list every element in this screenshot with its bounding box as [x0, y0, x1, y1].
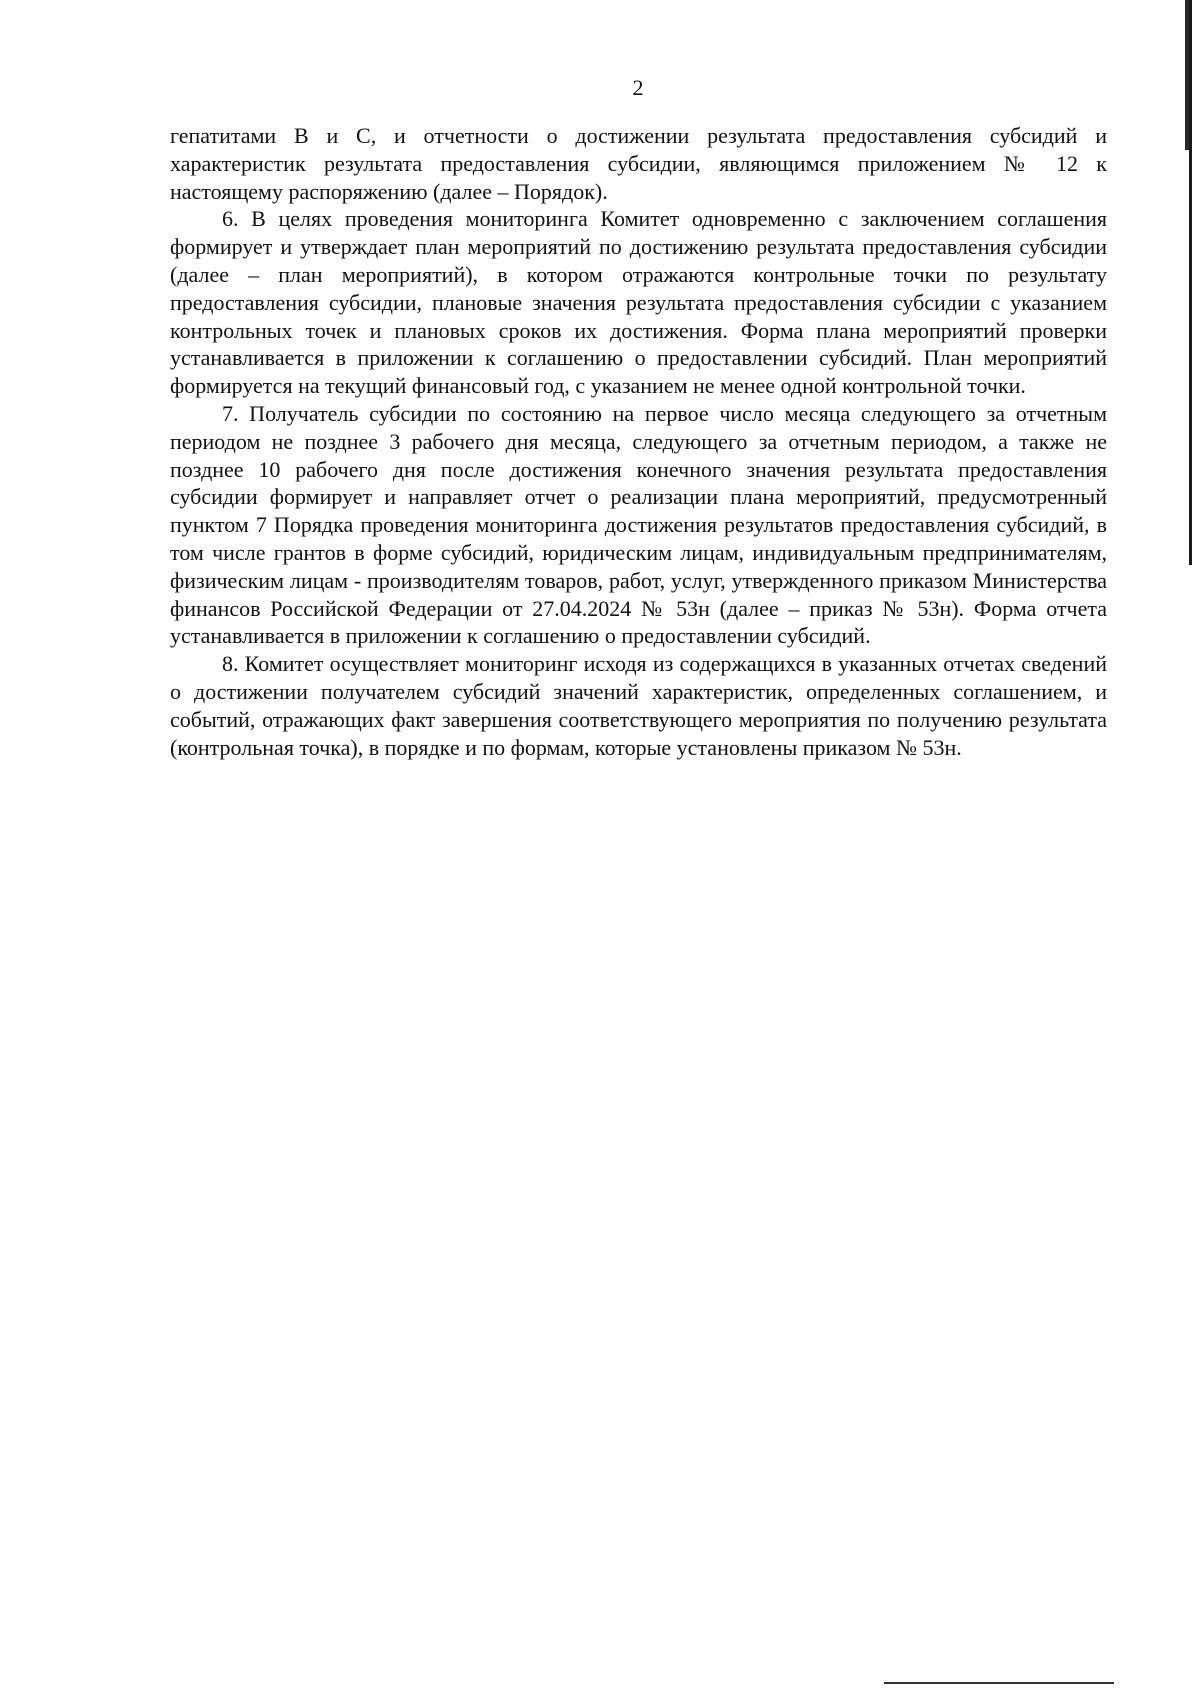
paragraph-6: 6. В целях проведения мониторинга Комитет одновременно с заключением соглашения формирует и утверждает план мероприятий по достижению результата предоставления субсидии (далее – план мероприятий), в котором отражаются контрольные точки по результату предоставления субсидии, плановые значения результата предоставления субсидии с указанием контрольных точек и плановых сроков их достижения. Форма плана мероприятий проверки устанавливается в приложении к соглашению о предоставлении субсидий. План мероприятий формируется на текущий финансовый год, с указанием не менее одной контрольной точки.	[170, 206, 1107, 399]
footer-rule	[884, 1682, 1114, 1684]
paragraph-7: 7. Получатель субсидии по состоянию на первое число месяца следующего за отчетным периодом не позднее 3 рабочего дня месяца, следующего за отчетным периодом, а также не позднее 10 рабочего дня после достижения конечного значения результата предоставления субсидии формирует и направляет отчет о реализации плана мероприятий, предусмотренный пунктом 7 Порядка проведения мониторинга достижения результатов предоставления субсидий, в том числе грантов в форме субсидий, юридическим лицам, индивидуальным предпринимателям, физическим лицам - производителям товаров, работ, услуг, утвержденного приказом Министерства финансов Российской Федерации от 27.04.2024 № 53н (далее – приказ № 53н). Форма отчета устанавливается в приложении к соглашению о предоставлении субсидий.	[170, 400, 1107, 649]
paragraph-continuation: гепатитами B и C, и отчетности о достижении результата предоставления субсидий и характеристик результата предоставления субсидии, являющимся приложением № 12 к настоящему распоряжению (далее – Порядок).	[170, 123, 1107, 204]
paragraph-8: 8. Комитет осуществляет мониторинг исходя из содержащихся в указанных отчетах сведений о достижении получателем субсидий значений характеристик, определенных соглашением, и событий, отражающих факт завершения соответствующего мероприятия по получению результата (контрольная точка), в порядке и по формам, которые установлены приказом № 53н.	[170, 651, 1107, 760]
document-body	[170, 122, 1107, 761]
page-number: 2	[632, 75, 644, 100]
